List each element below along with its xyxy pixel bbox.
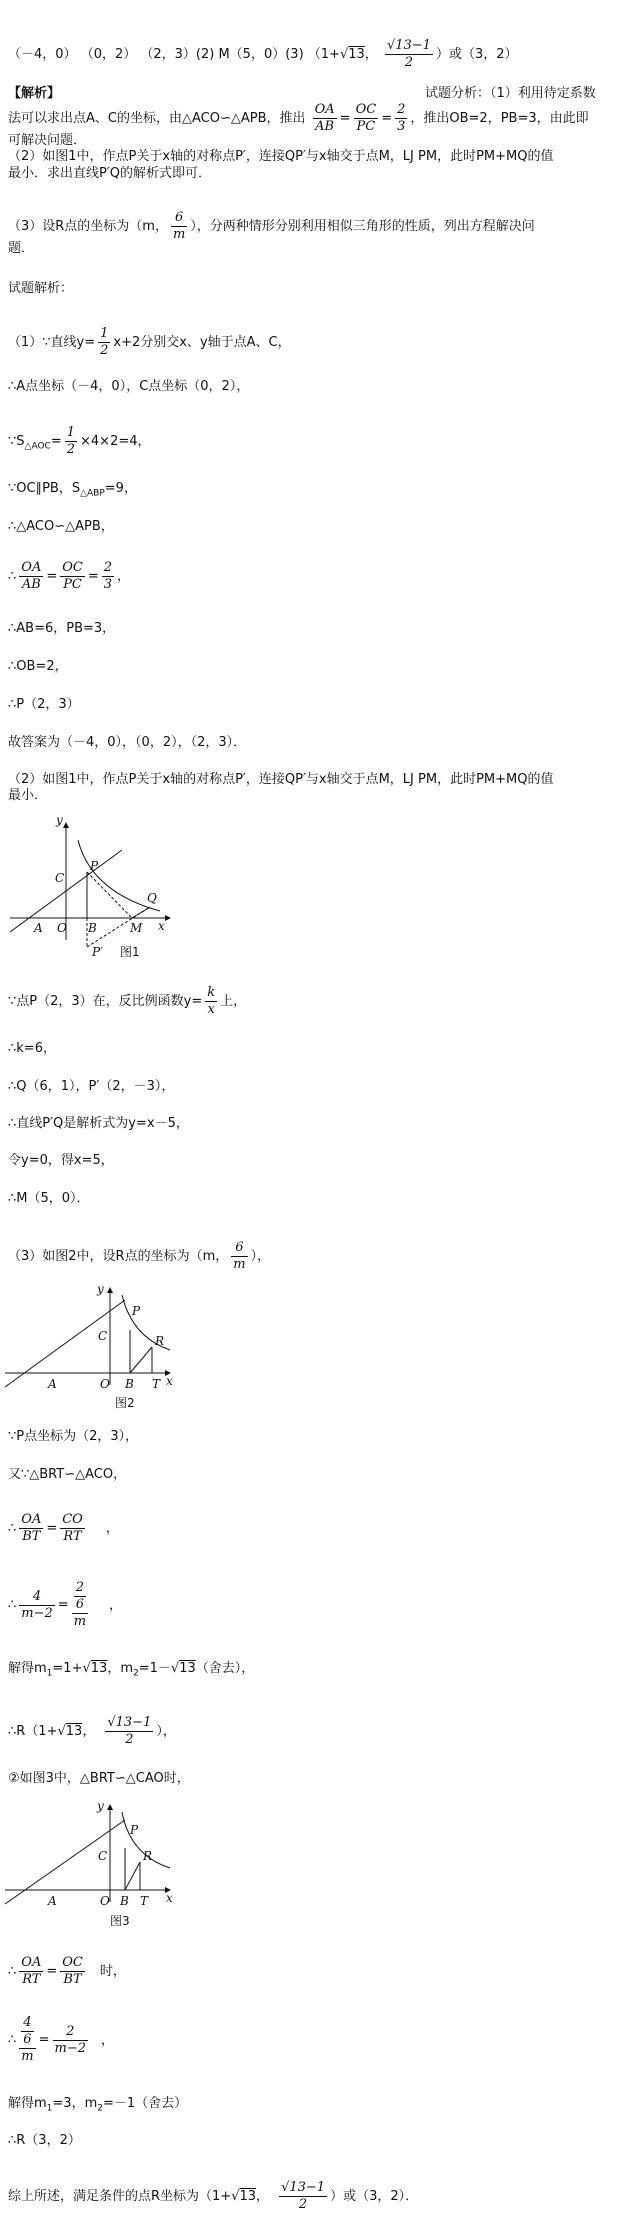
- label: y: [97, 1285, 104, 1296]
- solution-line: ∴ $\frac{\frac{4}{6}}{m}$ = $\frac{2}{m-2}$ ，: [8, 2015, 115, 2064]
- label: y: [97, 1800, 104, 1813]
- analysis-heading: 【解析】: [8, 86, 61, 101]
- analysis-line: 最小．求出直线P′Q的解析式即可．: [8, 166, 212, 181]
- solution-line: ∴R（3，2）: [8, 2133, 81, 2148]
- solution-line: 故答案为（－4，0），（0，2），（2，3）．: [8, 735, 247, 750]
- solution-line: ②如图3中，△BRT∽△CAO时，: [8, 1771, 190, 1786]
- label: B: [120, 1894, 129, 1908]
- label: A: [48, 1377, 57, 1391]
- solution-line: 令y=0，得x=5，: [8, 1153, 114, 1168]
- figure-caption: 图3: [110, 1914, 130, 1928]
- analysis-line: （2）如图1中，作点P关于x轴的对称点P′，连接QP′与x轴交于点M，LJ PM，此时PM+MQ的值: [8, 149, 554, 164]
- label: C: [55, 871, 65, 885]
- label: x: [158, 919, 165, 933]
- answer-part: （0，2）: [80, 47, 137, 62]
- solution-line: ∵点P（2，3）在，反比例函数y= $\frac{k}{x}$ 上，: [8, 985, 247, 1017]
- figure-3: [0, 1800, 190, 1930]
- segment-br: [125, 1862, 140, 1890]
- x-axis-arrow: [165, 915, 171, 921]
- solution-line: 解得$m_1=1+√13$，$m_2=1-√13$（舍去），: [8, 1661, 255, 1679]
- figure-1: [0, 810, 200, 960]
- answer-part: （－4，0）: [8, 47, 77, 62]
- solution-line: （3）如图2中，设R点的坐标为（m， $\frac{6}{m}$ ），: [8, 1240, 271, 1272]
- segment-pm: [87, 872, 132, 918]
- label: A: [48, 1894, 57, 1908]
- label: P: [90, 859, 99, 873]
- analysis-line: 可解决问题．: [8, 133, 87, 148]
- solution-line: 综上所述，满足条件的点R坐标为（1+√13， $\frac{√13-1}{2}$ ）或（3，2）．: [8, 2180, 419, 2212]
- label: C: [98, 1849, 108, 1863]
- fraction: $\frac{√13-1}{2}$: [386, 38, 431, 70]
- label: A: [34, 921, 43, 935]
- y-axis-arrow: [107, 1804, 113, 1810]
- label: B: [88, 921, 97, 935]
- answer-part: ，: [364, 47, 378, 62]
- figure-2: [0, 1285, 190, 1410]
- solution-line: ∴M（5，0）．: [8, 1191, 90, 1206]
- segment-mq: [132, 907, 150, 918]
- solution-line: ∴直线P′Q是解析式为y=x－5，: [8, 1116, 189, 1131]
- label: O: [57, 921, 67, 935]
- analysis-line: （3）设R点的坐标为（m， $\frac{6}{m}$ ），分两种情形分别利用相似三角形的性质，列出方程解决问: [8, 210, 535, 242]
- solution-line: ∴Q（6，1），P′（2，－3），: [8, 1079, 175, 1094]
- segment-br: [130, 1347, 152, 1373]
- solution-line: （1）∵直线y= $\frac{1}{2}$ x+2分别交x、y轴于点A、C，: [8, 326, 291, 358]
- y-axis-arrow: [63, 822, 69, 828]
- label: C: [98, 1329, 108, 1343]
- solution-line: ∴ $\frac{4}{m-2}$ = $\frac{\frac{2}{6}}{m}$ ，: [8, 1580, 123, 1629]
- solution-line: ∴AB=6，PB=3，: [8, 621, 116, 636]
- answer-part: （2，3）(2) M（5，0）(3) （1+: [140, 47, 340, 62]
- solution-line: 最小．: [8, 788, 48, 803]
- solution-line: ∴ $\frac{OA}{RT}$ = $\frac{OC}{BT}$ 时，: [8, 1955, 126, 1987]
- figure-caption: 图1: [120, 945, 140, 959]
- label: B: [125, 1377, 134, 1391]
- solution-line: ∴△ACO∽△APB，: [8, 519, 114, 534]
- label: P′: [92, 945, 103, 959]
- solution-line: ∴k=6，: [8, 1041, 56, 1056]
- label: Q: [147, 891, 157, 905]
- line-ac: [5, 1300, 125, 1387]
- analysis-right-text: 试题分析：（1）利用待定系数: [425, 86, 596, 101]
- label: O: [100, 1894, 110, 1908]
- y-axis-arrow: [107, 1287, 113, 1293]
- sqrt: √13: [339, 47, 365, 62]
- figure-caption: 图2: [115, 1396, 135, 1410]
- analysis-line: 法可以求出点A、C的坐标，由△ACO∽△APB，推出 $\frac{OA}{AB}$ = $\frac{OC}{PC}$ = $\frac{2}{3}$ ，推出OB=2，PB=3，由此即: [8, 102, 589, 134]
- label: T: [140, 1894, 149, 1908]
- answer-part: ）或（3，2）: [435, 47, 518, 62]
- label: P: [130, 1823, 139, 1837]
- label: x: [166, 1891, 173, 1905]
- solution-line: ∴ $\frac{OA}{BT}$ = $\frac{CO}{RT}$ ，: [8, 1512, 119, 1544]
- solution-line: $\because S_{\triangle AOC}=$ $\frac{1}{2}$ ×4×2=4，: [8, 425, 151, 457]
- solution-line: 解得$m_1=3$，$m_2=-1$（舍去）: [8, 2096, 188, 2114]
- solution-line: ∴P（2，3）: [8, 697, 80, 712]
- solution-title: 试题解析：: [8, 281, 74, 296]
- solution-line: ∵P点坐标为（2，3），: [8, 1429, 139, 1444]
- label: y: [56, 813, 63, 827]
- label: O: [100, 1377, 110, 1391]
- label: x: [166, 1374, 173, 1388]
- label: R: [143, 1849, 153, 1863]
- solution-line: 又∵△BRT∽△ACO，: [8, 1467, 127, 1482]
- solution-line: ∴A点坐标（－4，0），C点坐标（0，2），: [8, 379, 250, 394]
- solution-line: ∵OC∥PB，$S_{\triangle ABP}=9$，: [8, 481, 137, 499]
- label: M: [130, 921, 143, 935]
- analysis-line: 题．: [8, 241, 35, 256]
- solution-line: （2）如图1中，作点P关于x轴的对称点P′，连接QP′与x轴交于点M，LJ PM，此时PM+MQ的值: [8, 772, 554, 787]
- label: P: [132, 1304, 141, 1318]
- answer-line: [8, 38, 518, 71]
- label: R: [155, 1334, 165, 1348]
- solution-line: ∴OB=2，: [8, 659, 68, 674]
- solution-line: ∴ $\frac{OA}{AB}$ = $\frac{OC}{PC}$ = $\frac{2}{3}$ ，: [8, 560, 131, 592]
- label: T: [152, 1377, 161, 1391]
- solution-line: ∴R（1+√13， $\frac{√13-1}{2}$ ），: [8, 1715, 176, 1747]
